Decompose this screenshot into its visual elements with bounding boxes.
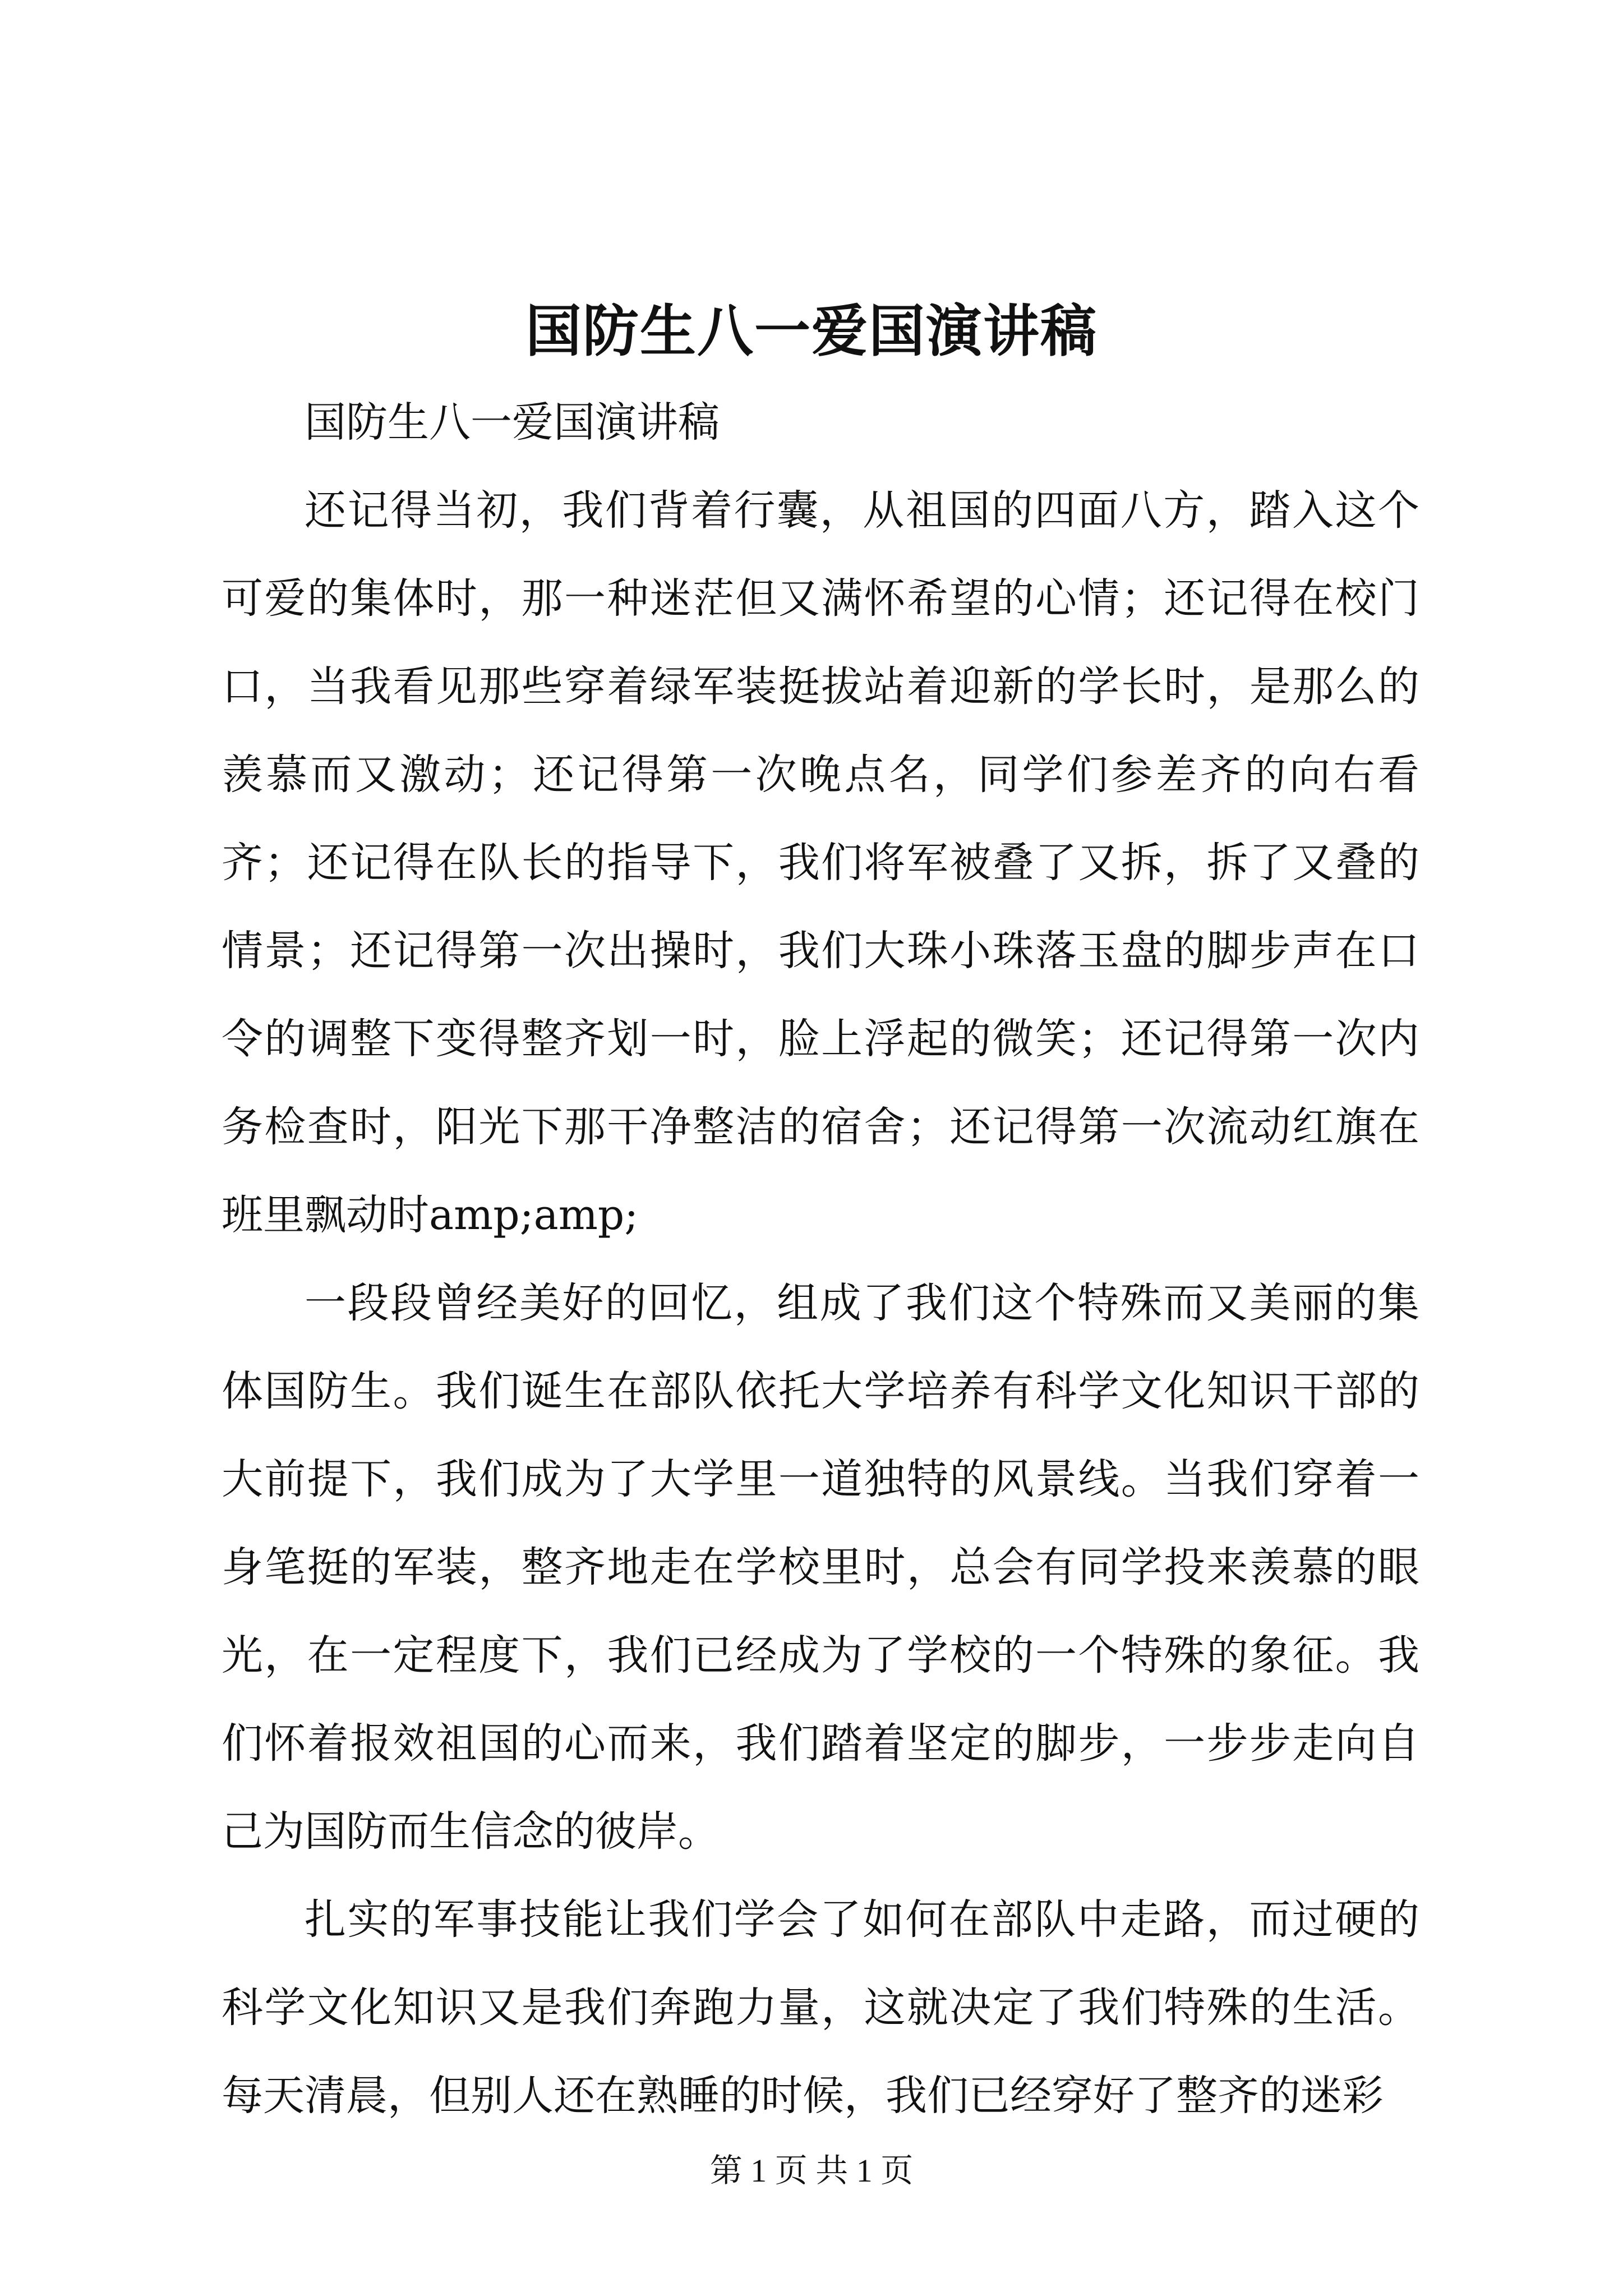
paragraph-military-skills: 扎实的军事技能让我们学会了如何在部队中走路，而过硬的科学文化知识又是我们奔跑力量，这就决定了我们特殊的生活。每天清晨，但别人还在熟睡的时候，我们已经穿好了整齐的迷彩: [222, 1895, 1419, 2120]
document-body: [222, 379, 1419, 2140]
paragraph-subtitle: 国防生八一爱国演讲稿: [305, 398, 720, 447]
paragraph-memories: 还记得当初，我们背着行囊，从祖国的四面八方，踏入这个可爱的集体时，那一种迷茫但又满怀希望的心情；还记得在校门口，当我看见那些穿着绿军装挺拔站着迎新的学长时，是那么的羡慕而又激动；还记得第一次晚点名，同学们参差齐的向右看齐；还记得在队长的指导下，我们将军被叠了又拆，拆了又叠的情景；还记得第一次出操时，我们大珠小珠落玉盘的脚步声在口令的调整下变得整齐划一时，脸上浮起的微笑；还记得第一次内务检查时，阳光下那干净整洁的宿舍；还记得第一次流动红旗在班里飘动时amp;amp;: [222, 486, 1419, 1239]
page-footer: 第 1 页 共 1 页: [709, 2152, 914, 2189]
document-title: 国防生八一爱国演讲稿: [525, 298, 1098, 364]
paragraph-collective: 一段段曾经美好的回忆，组成了我们这个特殊而又美丽的集体国防生。我们诞生在部队依托大学培养有科学文化知识干部的大前提下，我们成为了大学里一道独特的风景线。当我们穿着一身笔挺的军装，整齐地走在学校里时，总会有同学投来羡慕的眼光，在一定程度下，我们已经成为了学校的一个特殊的象征。我们怀着报效祖国的心而来，我们踏着坚定的脚步，一步步走向自己为国防而生信念的彼岸。: [222, 1279, 1419, 1856]
